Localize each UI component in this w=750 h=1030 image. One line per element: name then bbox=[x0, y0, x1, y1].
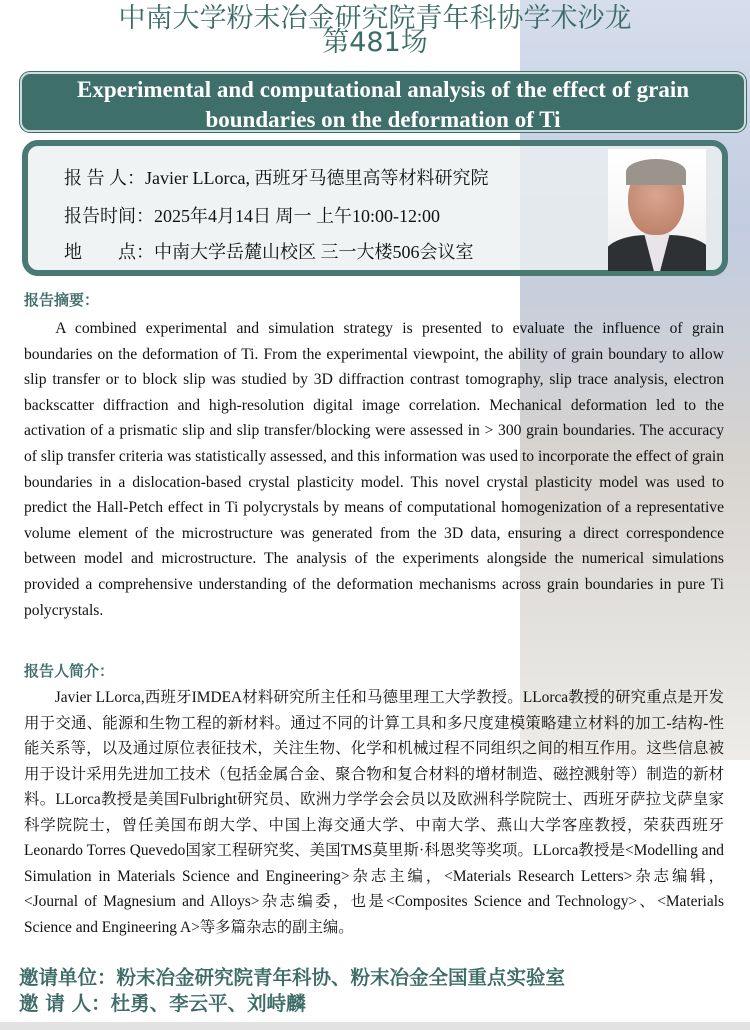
place-value: 中南大学岳麓山校区 三一大楼506会议室 bbox=[154, 242, 474, 262]
place-label: 地 点： bbox=[64, 242, 154, 262]
bio-heading: 报告人简介： bbox=[24, 662, 115, 680]
bio-text: Javier LLorca,西班牙IMDEA材料研究所主任和马德里理工大学教授。LLorca教授的研究重点是开发用于交通、能源和生物工程的新材料。通过不同的计算工具和多尺度建模策略建立材料的加工-结构-性能关系等，以及通过原位表征技术，关注生物、化学和机械过程不同组织之间的相互作用。这些信息被用于设计采用先进加工技术（包括金属合金、聚合物和复合材料的增材制造、磁控溅射等）制造的新材料。LLorca教授是美国Fulbright研究员、欧洲力学学会会员以及欧洲科学院院士、西班牙萨拉戈萨皇家科学院院士，曾任美国布朗大学、中国上海交通大学、中南大学、燕山大学客座教授，荣获西班牙Leonardo Torres Quevedo国家工程研究奖、美国TMS莫里斯·科恩奖等奖项。LLorca教授是<Modelling and Simulation in Materials Science and Engineering>杂志主编，<Materials Research Letters>杂志编辑，<Journal of Magnesium and Alloys>杂志编委，也是<Composites Science and Technology>、<Materials Science and Engineering A>等多篇杂志的副主编。 bbox=[24, 689, 724, 936]
speaker-label: 报 告 人： bbox=[64, 168, 145, 188]
talk-title: Experimental and computational analysis of the effect of grain boundaries on the deformation of Ti bbox=[20, 72, 746, 132]
time-value: 2025年4月14日 周一 上午10:00-12:00 bbox=[154, 206, 440, 226]
abstract-text: A combined experimental and simulation strategy is presented to evaluate the influence of grain boundaries on the deformation of Ti. From the experimental viewpoint, the ability of grain boundary to allow slip transfer or to block slip was studied by 3D diffraction contrast tomography, slip trace analysis, electron backscatter diffraction and high-resolution digital image correlation. Mechanical deformation led to the activation of a prismatic slip and slip transfer/blocking were assessed in > 300 grain boundaries. The accuracy of slip transfer criteria was statistically assessed, and this information was used to incorporate the effect of grain boundaries in a dislocation-based crystal plasticity model. This novel crystal plasticity model was used to predict the Hall-Petch effect in Ti polycrystals by means of computational homogenization of a representative volume element of the microstructure was generated from the 3D data, ensuring a direct correspondence between model and microstructure. The analysis of the experiments alongside the numerical simulations provided a comprehensive understanding of the deformation mechanisms across grain boundaries in pure Ti polycrystals. bbox=[24, 320, 724, 619]
salon-session: 第481场 bbox=[322, 27, 428, 58]
salon-title: 中南大学粉末冶金研究院青年科协学术沙龙 bbox=[118, 3, 632, 34]
info-panel bbox=[22, 140, 728, 276]
speaker-photo bbox=[608, 149, 706, 271]
inviters: 邀 请 人：杜勇、李云平、刘峙麟 bbox=[19, 992, 306, 1015]
speaker-row bbox=[64, 164, 488, 190]
bottom-border bbox=[0, 1022, 750, 1030]
abstract-heading: 报告摘要： bbox=[24, 291, 100, 309]
place-row bbox=[64, 238, 474, 264]
host-organization: 邀请单位：粉末冶金研究院青年科协、粉末冶金全国重点实验室 bbox=[19, 966, 566, 989]
time-label: 报告时间： bbox=[64, 206, 154, 226]
time-row bbox=[64, 202, 440, 228]
speaker-value: Javier LLorca, 西班牙马德里高等材料研究院 bbox=[145, 168, 489, 188]
